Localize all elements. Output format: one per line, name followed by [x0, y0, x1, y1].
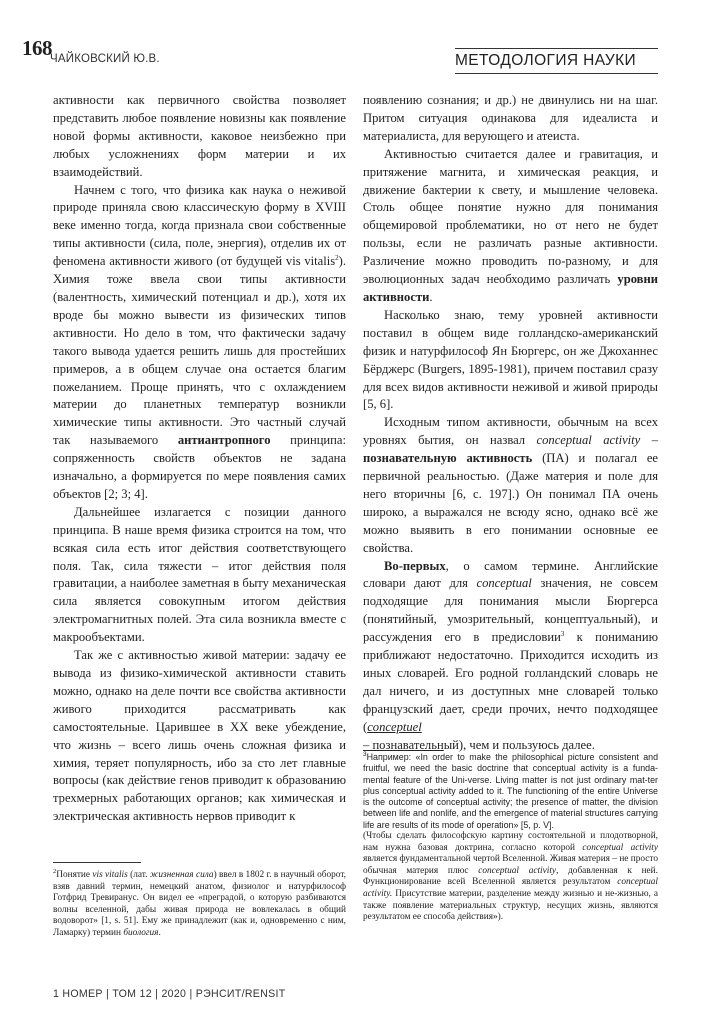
right-column — [363, 92, 658, 755]
paragraph: Так же с активностью живой материи: задачу ее вывода из физико-химической активности ставить можно, однако на деле почти все свойства активности живого приходится рассматривать как самостоятельные. Царившее в XX веке убеждение, что жизнь – всего лишь очень сложная физика и химия, теряет популярность, ибо за сто лет главные вопросы (как действие генов приводит к образованию трехмерных работающих органов; как химическая и электрическая активность нервов приводит к — [53, 648, 346, 824]
footnote-russian-translation: (Чтобы сделать философскую картину состоятельной и плодотворной, нам нужна базовая доктрина, согласно которой conceptual activity является фундаментальной чертой Вселенной. Живая материя – не просто обычная материя плюс conceptual activity, добавленная к ней. Функционирование всей Вселенной является результатом conceptual activity. Присутствие материи, разделение между жизнью и не-жизнью, а также появление материальных структур, несущих жизнь, являются результатом ее способа действия»). — [363, 831, 659, 923]
bold-term: антиантропного — [177, 433, 271, 448]
footnote-ref-2[interactable]: 2 — [335, 253, 339, 262]
footnote-3 — [363, 752, 658, 924]
paragraph: активности как первичного свойства позволяет представить любое появление новизны как появление новой формы активности, каковое неизбежно при любых усложнениях форм материи и их взаимодействий. — [53, 93, 346, 179]
paragraph: Во-первых, о самом термине. Английские словари дают для conceptual значения, не совсем подходящие для понимания мысли Бюргерса (понятийный, умозрительный, концептуальный), и рассуждения его в предисловии$^3$ к пониманию приближают недостаточно. Приходится исходить из иных словарей. Его родной голландский словарь не дал ничего, и из доступных мне словарей только французский дает, среди прочих, нечто подходящее (conceptuel – познавательный), чем и пользуюсь далее. — [363, 558, 658, 752]
footnote-english-quote: $^3$Например: «In order to make the philosophical picture consistent and fruitful, we need the basic doctrine that conceptual activity is a funda-mental feature of the Uni-verse. Living matter is not just ordinary mat-ter plus conceptual activity added to it. The functioning of the entire Universe is the outcome of conceptual activity; the presence of matter, the division between life and nonlife, and the emergence of material structures carrying life are results of its mode of operation» [5, p. V]. — [363, 751, 658, 830]
section-title: МЕТОДОЛОГИЯ НАУКИ — [455, 52, 637, 69]
journal-footer: 1 НОМЕР | ТОМ 12 | 2020 | РЭНСИТ/RENSIT — [53, 988, 286, 1000]
paragraph: появлению сознания; и др.) не двинулись ни на шаг. Притом ситуация одинакова для идеалиста и материалиста, для верующего и атеиста. — [363, 93, 658, 143]
header-rule — [455, 73, 658, 74]
running-author: ЧАЙКОВСКИЙ Ю.В. — [50, 53, 160, 65]
paragraph: Дальнейшее излагается с позиции данного принципа. В наше время физика строится на том, что всякая сила есть итог действия соответствующего поля. Так, сила тяжести – итог действия поля гравитации, а наиболее заметная в быту механическая сила является совокупным итогом действия электромагнитных полей. Эта сила возникла вместе с макрообъектами. — [53, 504, 346, 645]
footnote-ref-3[interactable]: 3 — [560, 630, 565, 638]
italic-term: conceptual activity — [536, 433, 641, 448]
footnote-2: $^2$Понятие vis vitalis (лат. жизненная сила) ввел в 1802 г. в научный оборот, взяв давний термин, немецкий анатом, физиолог и натурфилософ Готфрид Тревиранус. Он видел ее «преградой, о которую разбиваются волны вселенной, дабы живая природа не вовлекалась в общий водоворот» [1, s. 51]. Ему же принадлежит (как и, одновременно с ним, Ламарку) термин биология. — [53, 867, 347, 938]
bold-term: уровни активности — [363, 272, 658, 304]
bold-term: Во-первых — [384, 558, 446, 573]
header-top-rule — [455, 48, 658, 49]
bold-term: познавательную активность — [363, 451, 533, 466]
paragraph: Насколько знаю, тему уровней активности поставил в общем виде голландско-американский физик и натурфилософ Ян Бюргерс, он же Джоханнес Бёрджерс (Burgers, 1895-1981), причем поставил сразу для всех видов активности неживой и живой природы [5, 6]. — [363, 307, 658, 412]
left-column — [53, 92, 346, 826]
page-number: 168 — [22, 36, 52, 60]
paragraph: Начнем с того, что физика как наука о неживой природе приняла свою классическую форму в XVIII веке именно тогда, когда признала свои собственные типы активности (сила, поле, энергия), отделив их от феномена активности живого (от будущей vis vitalis$^2$). Химия тоже ввела свои типы активности (валентность, химический потенциал и др.), хотя их вроде бы можно вывести из физических типов активности. Но дело в том, что фактически задачу такого вывода удается решить лишь для простейших примеров, а в общем случае она остается благим пожеланием. Проще принять, что с охлаждением материи до планетных температур возникли химические типы активности. Это частный случай так называемого антиантропного принципа: сопряженность свойств объектов не задана изначально, а формируется по мере появления самих объектов [2; 3; 4]. — [53, 182, 346, 501]
paragraph: Активностью считается далее и гравитация, и притяжение магнита, и химическая реакция, и движение бактерии к свету, и мышление человека. Столь общее понятие нужно для понимания общемировой проблематики, но от него не будет пользы, если не различать разные активности. Различение можно проводить по-разному, и для эволюционных задач необходимо различать уровни активности. — [363, 146, 658, 304]
footnote-rule — [53, 862, 141, 863]
paragraph: Исходным типом активности, обычным на всех уровнях бытия, он назвал conceptual activity – познавательную активность (ПА) и полагал ее первичной реальностью. (Даже материя и поле для него вторичны [6, с. 197].) Он понимал ПА очень широко, а выражался не всюду ясно, однако всё же можно выявить в его понимании основные ее свойства. — [363, 415, 658, 555]
